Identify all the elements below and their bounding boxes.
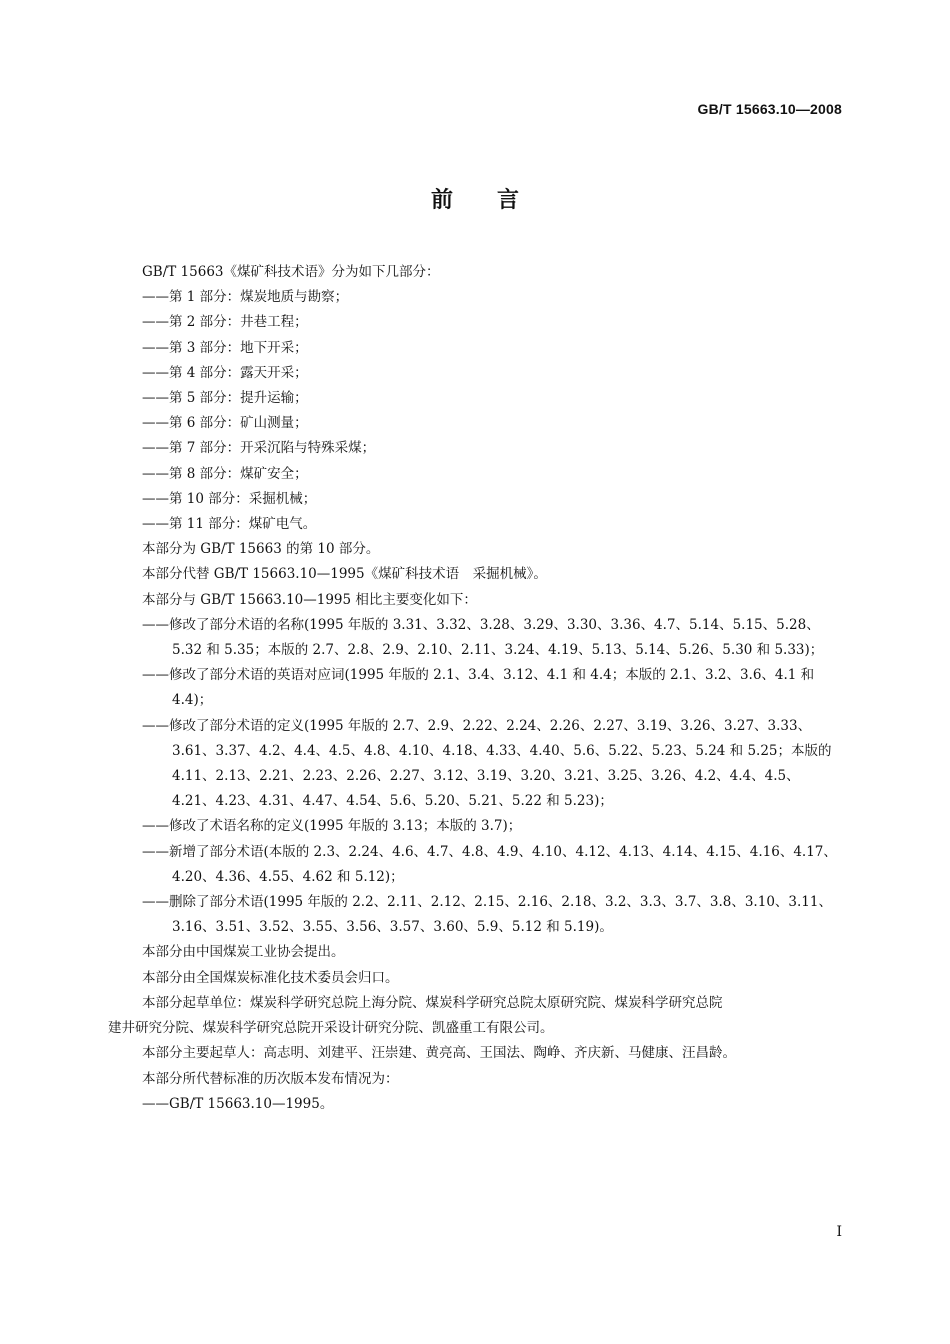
part-item: ——第 5 部分：提升运输； xyxy=(142,390,308,407)
page-number: I xyxy=(836,1224,842,1240)
part-item: ——第 1 部分：煤炭地质与勘察； xyxy=(142,289,349,306)
change-item: ——修改了部分术语的定义(1995 年版的 2.7、2.9、2.22、2.24、2.26、2.27、3.19、3.26、3.27、3.33、3.61、3.37、4.2、4.4、4.5、4.8、4.10、4.18、4.33、4.40、5.6、5.22、5.23、5.24 和 5.25；本版的 4.11、2.13、2.21、2.23、2.26、2.27、3.12、3.19、3.20、3.21、3.25、3.26、4.2、4.4、4.5、4.21、4.23、4.31、4.47、4.54、5.6、5.20、5.21、5.22 和 5.23)； xyxy=(142,717,832,810)
foreword-body xyxy=(108,260,843,1117)
drafters-statement: 本部分主要起草人：高志明、刘建平、汪崇建、黄亮高、王国法、陶峥、齐庆新、马健康、汪昌龄。 xyxy=(142,1045,736,1062)
replacement-statement: 本部分代替 GB/T 15663.10—1995《煤矿科技术语 采掘机械》。 xyxy=(142,566,547,583)
part-item: ——第 4 部分：露天开采； xyxy=(142,364,308,381)
part-statement: 本部分为 GB/T 15663 的第 10 部分。 xyxy=(142,541,380,558)
part-item: ——第 2 部分：井巷工程； xyxy=(142,314,308,331)
change-item: ——删除了部分术语(1995 年版的 2.2、2.11、2.12、2.15、2.16、2.18、3.2、3.3、3.7、3.8、3.10、3.11、3.16、3.51、3.52、3.55、3.56、3.57、3.60、5.9、5.12 和 5.19)。 xyxy=(142,894,832,936)
drafting-units-line1: 本部分起草单位：煤炭科学研究总院上海分院、煤炭科学研究总院太原研究院、煤炭科学研究总院 xyxy=(142,994,723,1011)
standard-code: GB/T 15663.10—2008 xyxy=(697,101,842,117)
changes-intro: 本部分与 GB/T 15663.10—1995 相比主要变化如下： xyxy=(142,591,477,608)
history-intro: 本部分所代替标准的历次版本发布情况为： xyxy=(142,1070,399,1087)
change-item: ——修改了部分术语的英语对应词(1995 年版的 2.1、3.4、3.12、4.1 和 4.4；本版的 2.1、3.2、3.6、4.1 和 4.4)； xyxy=(142,667,815,709)
part-item: ——第 3 部分：地下开采； xyxy=(142,339,308,356)
committee-statement: 本部分由全国煤炭标准化技术委员会归口。 xyxy=(142,969,399,986)
change-item: ——修改了部分术语的名称(1995 年版的 3.31、3.32、3.28、3.29、3.30、3.36、4.7、5.14、5.15、5.28、5.32 和 5.35；本版的 2.7、2.8、2.9、2.10、2.11、3.24、4.19、5.13、5.14、5.26、5.30 和 5.33)； xyxy=(142,616,824,659)
part-item: ——第 7 部分：开采沉陷与特殊采煤； xyxy=(142,440,376,457)
page-title: 前 言 xyxy=(430,188,519,213)
part-item: ——第 11 部分：煤矿电气。 xyxy=(142,516,317,533)
intro-paragraph: GB/T 15663《煤矿科技术语》分为如下几部分： xyxy=(142,264,440,280)
change-item: ——新增了部分术语(本版的 2.3、2.24、4.6、4.7、4.8、4.9、4.10、4.12、4.13、4.14、4.15、4.16、4.17、4.20、4.36、4.55、4.62 和 5.12)； xyxy=(142,843,837,885)
change-item: ——修改了术语名称的定义(1995 年版的 3.13；本版的 3.7)； xyxy=(142,818,522,835)
part-item: ——第 6 部分：矿山测量； xyxy=(142,415,308,432)
part-item: ——第 8 部分：煤矿安全； xyxy=(142,465,308,482)
proposer-statement: 本部分由中国煤炭工业协会提出。 xyxy=(142,944,345,961)
drafting-units-line2: 建井研究分院、煤炭科学研究总院开采设计研究分院、凯盛重工有限公司。 xyxy=(108,1020,554,1037)
history-item: ——GB/T 15663.10—1995。 xyxy=(142,1095,334,1112)
part-item: ——第 10 部分：采掘机械； xyxy=(142,490,317,507)
